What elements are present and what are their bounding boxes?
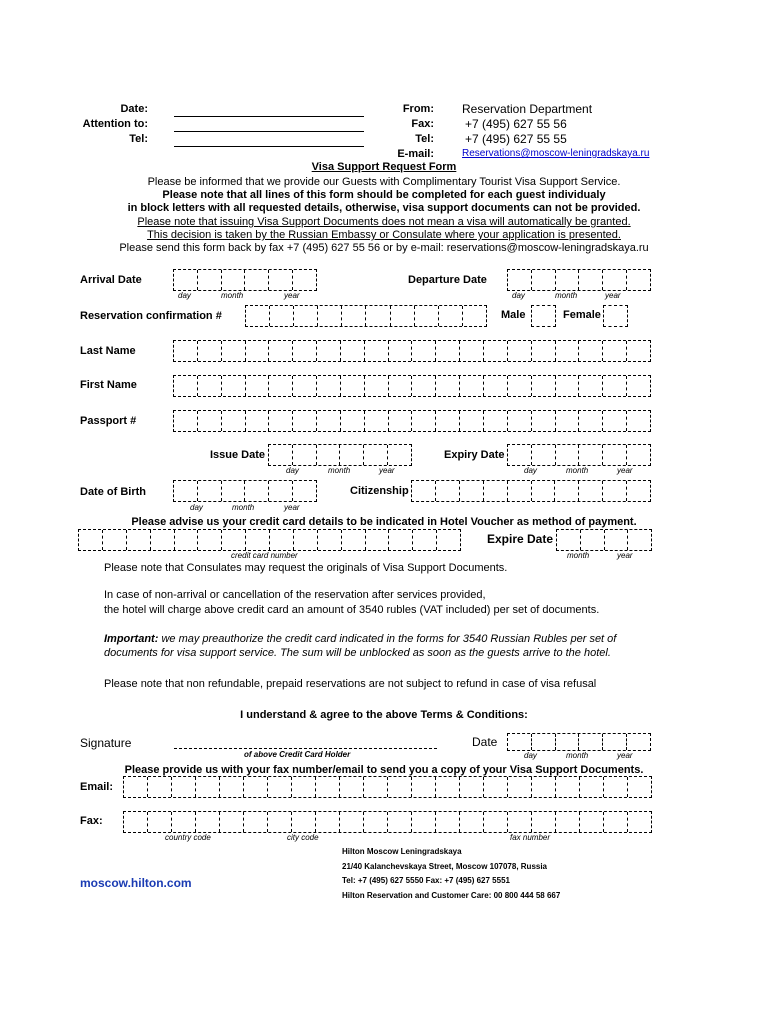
expiry-date-boxes[interactable] — [507, 444, 651, 466]
sign-date-label: Date — [472, 735, 498, 749]
departure-year-hint: year — [605, 291, 621, 300]
contact-fax-label: Fax: — [80, 815, 103, 827]
last-name-label: Last Name — [80, 345, 136, 357]
note-nonarrival-1: In case of non-arrival or cancellation of the reservation after services provided, — [104, 589, 486, 601]
female-checkbox[interactable] — [603, 305, 628, 327]
dob-day-hint: day — [190, 503, 203, 512]
intro-line5: This decision is taken by the Russian Embassy or Consulate where your application is presented. — [147, 229, 621, 241]
sign-date-boxes[interactable] — [507, 733, 651, 751]
footer-telfax: Tel: +7 (495) 627 5550 Fax: +7 (495) 627 5551 — [342, 876, 510, 885]
issue-date-label: Issue Date — [210, 449, 266, 461]
credit-card-boxes[interactable] — [78, 529, 461, 551]
signature-label: Signature — [80, 736, 132, 750]
fax-number-hint: fax number — [510, 833, 551, 842]
card-holder-hint: of above Credit Card Holder — [244, 750, 351, 759]
citizenship-boxes[interactable] — [411, 480, 651, 502]
male-checkbox[interactable] — [531, 305, 556, 327]
city-code-hint: city code — [287, 833, 319, 842]
first-name-label: First Name — [80, 379, 137, 391]
first-name-boxes[interactable] — [173, 375, 651, 397]
sign-year-hint: year — [617, 751, 633, 760]
issue-date-boxes[interactable] — [268, 444, 412, 466]
expiry-date-label: Expiry Date — [444, 449, 505, 461]
attention-field[interactable] — [174, 131, 364, 132]
date-label: Date: — [120, 103, 148, 115]
contact-fax-boxes[interactable] — [123, 811, 652, 833]
expire-date-label: Expire Date — [487, 532, 554, 546]
footer-hotel: Hilton Moscow Leningradskaya — [342, 847, 462, 856]
female-label: Female — [563, 309, 601, 321]
intro-line4: Please note that issuing Visa Support Documents does not mean a visa will automatically be granted. — [137, 216, 631, 228]
arrival-label: Arrival Date — [80, 274, 142, 286]
from-label: From: — [402, 103, 434, 115]
departure-day-hint: day — [512, 291, 525, 300]
attention-label: Attention to: — [82, 118, 148, 130]
dob-label: Date of Birth — [80, 486, 146, 498]
website-link[interactable]: moscow.hilton.com — [80, 876, 192, 890]
expiry-month-hint: month — [566, 466, 589, 475]
credit-card-hint: credit card number — [231, 551, 298, 560]
passport-label: Passport # — [80, 415, 137, 427]
reservation-boxes[interactable] — [245, 305, 487, 327]
arrival-day-hint: day — [178, 291, 191, 300]
departure-month-hint: month — [555, 291, 578, 300]
male-label: Male — [501, 309, 526, 321]
note-nonarrival-2: the hotel will charge above credit card an amount of 3540 rubles (VAT included) per set of documents. — [104, 604, 600, 616]
last-name-boxes[interactable] — [173, 340, 651, 362]
arrival-date-boxes[interactable] — [173, 269, 317, 291]
tel-field[interactable] — [174, 146, 364, 147]
fax-value: +7 (495) 627 55 56 — [465, 117, 567, 131]
sign-month-hint: month — [566, 751, 589, 760]
fax-label: Fax: — [411, 118, 434, 130]
arrival-year-hint: year — [284, 291, 300, 300]
dob-year-hint: year — [284, 503, 300, 512]
citizenship-label: Citizenship — [350, 485, 409, 497]
note-important-2: documents for visa support service. The sum will be unblocked as soon as the guests arrive to the hotel. — [104, 647, 611, 659]
date-field[interactable] — [174, 116, 364, 117]
expire-date-boxes[interactable] — [556, 529, 652, 551]
intro-line6: Please send this form back by fax +7 (495) 627 55 56 or by e-mail: reservations@moscow-leningradskaya.ru — [119, 242, 649, 254]
tel-label: Tel: — [129, 133, 148, 145]
footer-address: 21/40 Kalanchevskaya Street, Moscow 107078, Russia — [342, 862, 548, 871]
departure-date-boxes[interactable] — [507, 269, 651, 291]
agree-text: I understand & agree to the above Terms & Conditions: — [240, 709, 528, 721]
departure-label: Departure Date — [408, 274, 487, 286]
country-code-hint: country code — [165, 833, 211, 842]
contact-email-label: Email: — [80, 781, 114, 793]
footer-care: Hilton Reservation and Customer Care: 00 800 444 58 667 — [342, 891, 561, 900]
form-title: Visa Support Request Form — [311, 161, 457, 173]
note-originals: Please note that Consulates may request the originals of Visa Support Documents. — [104, 562, 508, 574]
important-label: Important: — [104, 633, 159, 645]
arrival-month-hint: month — [221, 291, 244, 300]
intro-line1: Please be informed that we provide our Guests with Complimentary Tourist Visa Support Service. — [147, 176, 621, 188]
note-nonrefundable: Please note that non refundable, prepaid reservations are not subject to refund in case of visa refusal — [104, 678, 597, 690]
email-label: E-mail: — [397, 148, 434, 160]
tel2-label: Tel: — [415, 133, 434, 145]
contact-email-boxes[interactable] — [123, 776, 652, 798]
issue-year-hint: year — [379, 466, 395, 475]
tel-value: +7 (495) 627 55 55 — [465, 132, 567, 146]
signature-line[interactable] — [174, 748, 437, 749]
expiry-day-hint: day — [524, 466, 537, 475]
intro-line3: in block letters with all requested details, otherwise, visa support documents can not be provided. — [127, 202, 641, 214]
reservation-label: Reservation confirmation # — [80, 310, 222, 322]
issue-month-hint: month — [328, 466, 351, 475]
from-value: Reservation Department — [462, 102, 593, 116]
intro-line2: Please note that all lines of this form should be completed for each guest individualy — [162, 189, 606, 201]
passport-boxes[interactable] — [173, 410, 651, 432]
expire-year-hint: year — [617, 551, 633, 560]
payment-advise: Please advise us your credit card details to be indicated in Hotel Voucher as method of payment. — [131, 516, 637, 528]
issue-day-hint: day — [286, 466, 299, 475]
expire-month-hint: month — [567, 551, 590, 560]
provide-text: Please provide us with your fax number/email to send you a copy of your Visa Support Documents. — [124, 764, 644, 776]
dob-month-hint: month — [232, 503, 255, 512]
note-important-1 — [104, 633, 616, 645]
expiry-year-hint: year — [617, 466, 633, 475]
email-link[interactable]: Reservations@moscow-leningradskaya.ru — [462, 148, 650, 159]
sign-day-hint: day — [524, 751, 537, 760]
important-text: we may preauthorize the credit card indicated in the forms for 3540 Russian Rubles per set of — [158, 633, 617, 645]
dob-boxes[interactable] — [173, 480, 317, 502]
